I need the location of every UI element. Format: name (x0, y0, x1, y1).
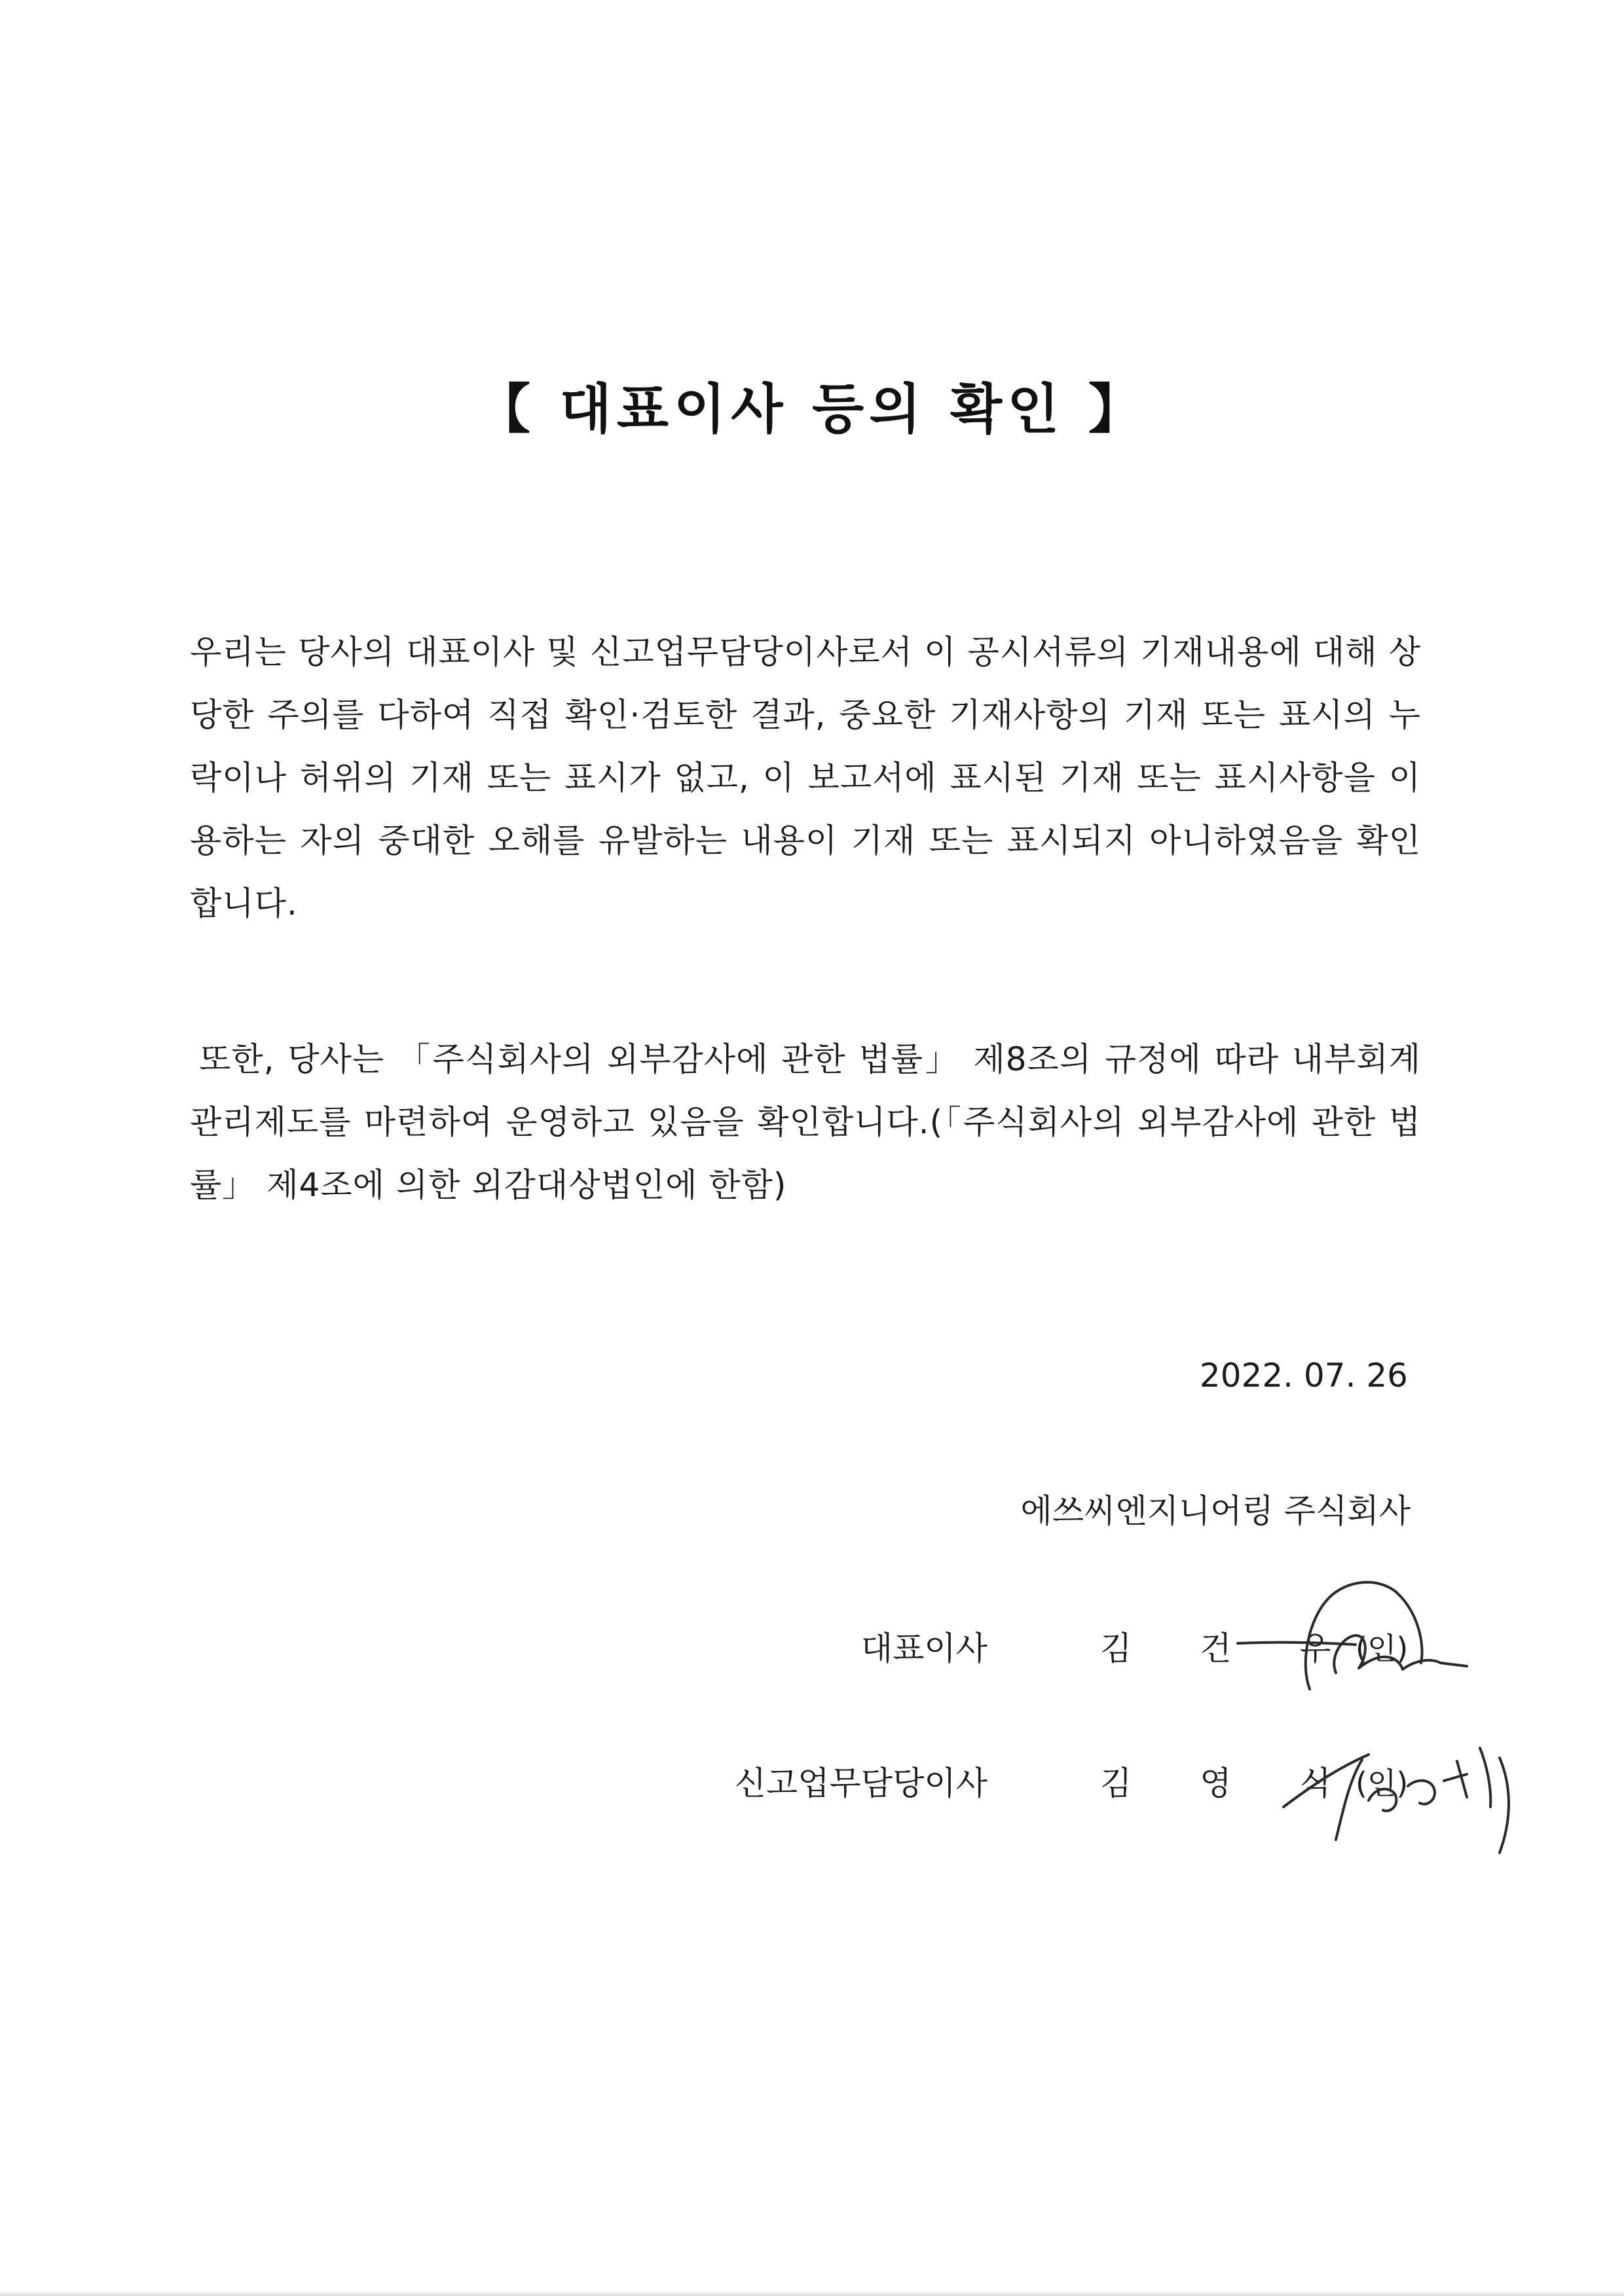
company-name: 에쓰씨엔지니어링 주식회사 (1020, 1492, 1411, 1530)
confirmation-paragraph: 우리는 당사의 대표이사 및 신고업무담당이사로서 이 공시서류의 기재내용에 대해 상당한 주의를 다하여 직접 확인·검토한 결과, 중요한 기재사항의 기재 또는 표시의 누락이나 허위의 기재 또는 표시가 없고, 이 보고서에 표시된 기재 또는 표시사항을 이용하는 자의 중대한 오해를 유발하는 내용이 기재 또는 표시되지 아니하였음을 확인합니다. (190, 633, 1421, 922)
signatory-row-disclosure-officer (0, 1757, 987, 1810)
signatory-role: 대표이사 (860, 1630, 987, 1667)
internal-control-paragraph: 또한, 당사는 「주식회사의 외부감사에 관한 법률」 제8조의 규정에 따라 내부회계관리제도를 마련하여 운영하고 있음을 확인합니다.(「주식회사의 외부감사에 관한 법률」 제4조에 의한 외감대상법인에 한함) (190, 1040, 1421, 1204)
signatory-name: 김 영 식 (1100, 1764, 1360, 1802)
seal-mark: (인) (1356, 1766, 1409, 1801)
signatory-role: 신고업무담당이사 (734, 1764, 987, 1802)
document-title: 【 대표이사 등의 확인 】 (477, 378, 1147, 441)
disclosure-officer-signature (1270, 1709, 1545, 1866)
ceo-signature (1231, 1558, 1493, 1709)
signatory-name: 김 건 우 (1100, 1630, 1360, 1667)
document-date: 2022. 07. 26 (1199, 1357, 1408, 1394)
signatory-row-ceo (0, 1622, 987, 1675)
scan-edge (0, 2291, 1624, 2296)
seal-mark: (인) (1356, 1631, 1409, 1666)
